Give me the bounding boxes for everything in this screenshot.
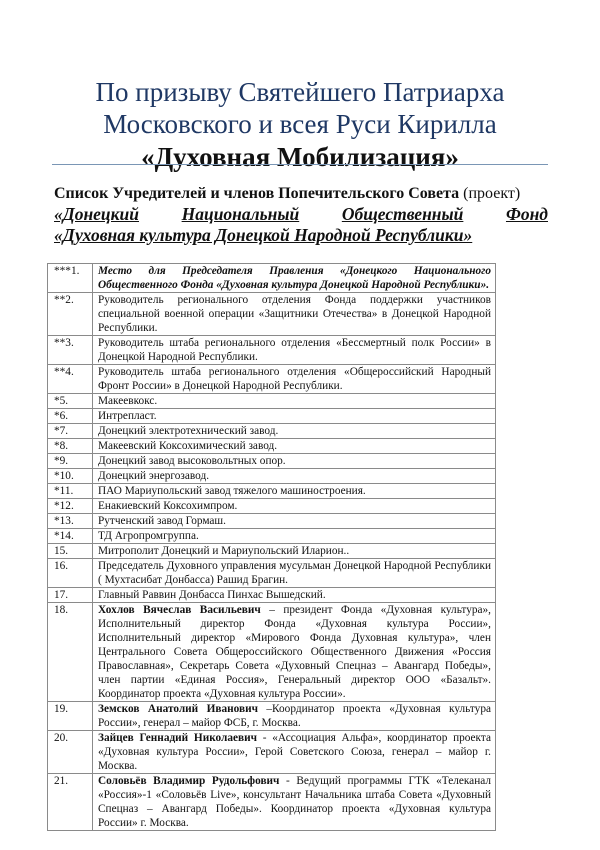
fund-word: «Донецкий	[54, 204, 140, 224]
row-description	[93, 603, 496, 702]
row-text: – президент Фонда «Духовная культура», Исполнительный директор Фонда «Духовная культура России», Исполнительный директор «Мирового Фонда Духовная культура», член Центрального Совета Общероссийского Общественного Движения «Россия Православная», Секретарь Совета «Духовный Спецназ – Авангард Победы», член партии «Единая Россия», Генеральный директор ООО «Базальт». Координатор проекта «Духовная культура России».	[98, 604, 491, 700]
row-number: **2.	[48, 293, 93, 336]
row-text: Донецкий завод высоковольтных опор.	[98, 455, 286, 467]
row-description	[93, 559, 496, 588]
list-subtitle	[54, 184, 548, 204]
table-row	[48, 702, 496, 731]
table-row	[48, 264, 496, 293]
row-text: Главный Раввин Донбасса Пинхас Вышедский.	[98, 589, 326, 601]
fund-name-line-2: «Духовная культура Донецкой Народной Республики»	[54, 225, 473, 245]
table-row	[48, 336, 496, 365]
member-name: Земсков Анатолий Иванович	[98, 703, 258, 715]
subtitle-draft: (проект)	[463, 185, 521, 202]
row-description	[93, 394, 496, 409]
row-text: Место для Председателя Правления «Донецкого Национального Общественного Фонда «Духовная культура Донецкой Народной Республики».	[98, 265, 491, 291]
table-row	[48, 499, 496, 514]
row-description	[93, 469, 496, 484]
row-number: *9.	[48, 454, 93, 469]
row-number: 16.	[48, 559, 93, 588]
member-name: Соловьёв Владимир Рудольфович	[98, 775, 280, 787]
row-number: 21.	[48, 774, 93, 831]
row-description	[93, 702, 496, 731]
row-description	[93, 365, 496, 394]
fund-word: Общественный	[341, 204, 464, 224]
table-row	[48, 365, 496, 394]
row-text: - Ведущий программы ГТК «Телеканал «Россия»-1 «Соловьёв Live», консультант Начальника штаба Совета «Духовный Спецназ – Авангард Победы». Координатор проекта «Духовная культура России» г. Москва.	[98, 775, 491, 829]
row-description	[93, 439, 496, 454]
fund-word: Фонд	[505, 204, 548, 224]
row-number: **4.	[48, 365, 93, 394]
row-text: Руководитель регионального отделения Фонда поддержки участников специальной военной операции «Защитники Отечества» в Донецкой Народной Республики.	[98, 294, 491, 334]
row-number: **3.	[48, 336, 93, 365]
table-row	[48, 544, 496, 559]
header-title: «Духовная Мобилизация»	[141, 142, 459, 172]
row-description	[93, 544, 496, 559]
row-description	[93, 454, 496, 469]
row-description	[93, 336, 496, 365]
row-text: Енакиевский Коксохимпром.	[98, 500, 238, 512]
row-text: Донецкий энергозавод.	[98, 470, 210, 482]
row-number: *11.	[48, 484, 93, 499]
row-number: *12.	[48, 499, 93, 514]
row-text: –Координатор проекта «Духовная культура России», генерал – майор ФСБ, г. Москва.	[98, 703, 491, 729]
row-number: 15.	[48, 544, 93, 559]
row-number: *6.	[48, 409, 93, 424]
row-description	[93, 588, 496, 603]
table-row	[48, 424, 496, 439]
table-row	[48, 559, 496, 588]
row-description	[93, 731, 496, 774]
row-number: *5.	[48, 394, 93, 409]
table-row	[48, 731, 496, 774]
header-divider	[52, 164, 548, 165]
row-number: 20.	[48, 731, 93, 774]
row-text: Митрополит Донецкий и Мариупольский Иларион..	[98, 545, 350, 557]
row-description	[93, 484, 496, 499]
row-text: Макеевкокс.	[98, 395, 158, 407]
table-row	[48, 588, 496, 603]
members-table	[47, 263, 496, 831]
member-name: Хохлов Вячеслав Васильевич	[98, 604, 261, 616]
table-row	[48, 454, 496, 469]
header-line-2: Московского и всея Руси Кирилла	[103, 109, 497, 139]
table-row	[48, 603, 496, 702]
row-description	[93, 514, 496, 529]
row-number: 18.	[48, 603, 93, 702]
table-row	[48, 484, 496, 499]
row-text: Руководитель штаба регионального отделения «Общероссийский Народный Фронт России» в Донецкой Народной Республики.	[98, 366, 491, 392]
row-text: - «Ассоциация Альфа», координатор проекта «Духовная культура России», Герой Советского Союза, генерал – майор г. Москва.	[98, 732, 491, 772]
table-row	[48, 514, 496, 529]
fund-name-line-1	[54, 204, 548, 225]
row-number: *10.	[48, 469, 93, 484]
table-row	[48, 409, 496, 424]
row-text: ТД Агропромгруппа.	[98, 530, 199, 542]
row-description	[93, 409, 496, 424]
row-text: Председатель Духовного управления мусульман Донецкой Народной Республики ( Мухтасибат Донбасса) Рашид Брагин.	[98, 560, 491, 586]
table-row	[48, 774, 496, 831]
row-number: *8.	[48, 439, 93, 454]
table-row	[48, 293, 496, 336]
document-header	[40, 76, 560, 174]
row-number: *14.	[48, 529, 93, 544]
row-description	[93, 424, 496, 439]
row-description	[93, 774, 496, 831]
row-text: Макеевский Коксохимический завод.	[98, 440, 278, 452]
row-number: 17.	[48, 588, 93, 603]
row-number: *7.	[48, 424, 93, 439]
row-description	[93, 529, 496, 544]
table-row	[48, 469, 496, 484]
row-text: Рутченский завод Гормаш.	[98, 515, 226, 527]
row-number: *13.	[48, 514, 93, 529]
row-number: ***1.	[48, 264, 93, 293]
table-row	[48, 439, 496, 454]
row-text: ПАО Мариупольский завод тяжелого машиностроения.	[98, 485, 366, 497]
row-description	[93, 264, 496, 293]
fund-word: Национальный	[181, 204, 300, 224]
table-row	[48, 394, 496, 409]
table-row	[48, 529, 496, 544]
row-text: Донецкий электротехнический завод.	[98, 425, 279, 437]
row-number: 19.	[48, 702, 93, 731]
row-description	[93, 499, 496, 514]
fund-name	[54, 204, 548, 246]
subtitle-bold: Список Учредителей и членов Попечительского Совета	[54, 185, 460, 202]
row-text: Интрепласт.	[98, 410, 157, 422]
row-description	[93, 293, 496, 336]
row-text: Руководитель штаба регионального отделения «Бессмертный полк России» в Донецкой Народной Республики.	[98, 337, 491, 363]
header-line-1: По призыву Святейшего Патриарха	[95, 77, 505, 107]
member-name: Зайцев Геннадий Николаевич	[98, 732, 258, 744]
